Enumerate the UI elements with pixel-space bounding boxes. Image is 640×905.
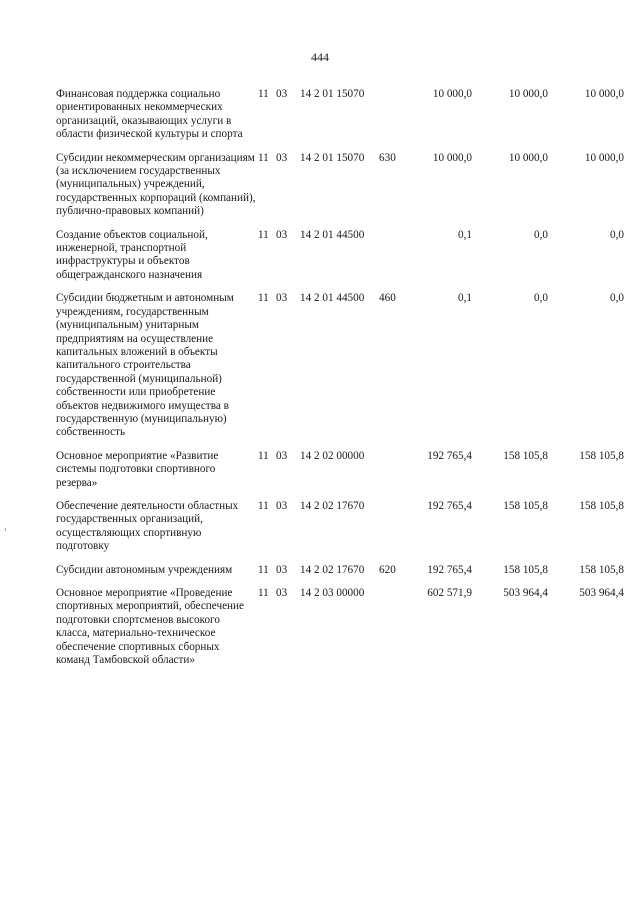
row-pr: 03	[276, 88, 288, 100]
row-rz: 11	[258, 228, 269, 241]
row-value-3: 10 000,0	[584, 88, 624, 100]
row-value-2: 10 000,0	[508, 88, 548, 100]
row-value-1: 10 000,0	[432, 151, 472, 164]
row-name: Финансовая поддержка социально ориентированных некоммерческих организаций, оказывающих услуги в области физической культуры и спорта	[56, 88, 243, 141]
row-value-2: 0,0	[534, 228, 548, 241]
row-pr: 03	[276, 563, 288, 576]
table-row	[56, 152, 626, 219]
row-vr: 620	[379, 563, 396, 576]
row-csr: 14 2 02 17670	[300, 499, 365, 512]
budget-table	[56, 88, 626, 667]
table-row	[56, 500, 626, 554]
row-csr: 14 2 01 44500	[300, 228, 365, 241]
row-pr: 03	[276, 292, 288, 305]
row-csr: 14 2 01 44500	[300, 292, 365, 305]
row-value-3: 0,0	[610, 228, 624, 241]
row-value-3: 0,0	[610, 292, 624, 305]
row-pr: 03	[276, 151, 288, 164]
row-name: Основное мероприятие «Проведение спортивных мероприятий, обеспечение подготовки спортсменов высокого класса, материально-техническое обеспечение спортивных сборных команд Тамбовской области»	[56, 587, 245, 667]
row-pr: 03	[276, 449, 288, 462]
row-value-3: 158 105,8	[579, 449, 624, 462]
row-value-2: 158 105,8	[503, 563, 548, 576]
row-value-2: 158 105,8	[503, 449, 548, 462]
row-csr: 14 2 02 00000	[300, 449, 365, 462]
row-value-1: 192 765,4	[427, 449, 472, 462]
row-name: Субсидии бюджетным и автономным учреждениям, государственным (муниципальным) унитарным предприятиям на осуществление капитальных вложений в объекты капитального строительства государственной (муниципальной) собственности или приобретение объектов недвижимого имущества в государственную (муниципальную) собственность	[56, 292, 234, 439]
row-value-1: 602 571,9	[427, 587, 472, 599]
page-number: 444	[311, 50, 329, 64]
row-value-1: 0,1	[458, 228, 472, 241]
row-pr: 03	[276, 587, 288, 599]
row-rz: 11	[258, 88, 269, 100]
row-vr: 460	[379, 292, 396, 305]
row-rz: 11	[258, 499, 269, 512]
table-row	[56, 88, 626, 142]
row-name: Создание объектов социальной, инженерной, транспортной инфраструктуры и объектов общегражданского назначения	[56, 228, 208, 281]
row-value-2: 158 105,8	[503, 499, 548, 512]
row-csr: 14 2 03 00000	[300, 587, 365, 599]
row-name: Субсидии автономным учреждениям	[56, 563, 233, 576]
row-name: Обеспечение деятельности областных государственных организаций, осуществляющих спортивную подготовку	[56, 499, 239, 553]
row-rz: 11	[258, 151, 269, 164]
row-value-3: 158 105,8	[579, 499, 624, 512]
row-csr: 14 2 02 17670	[300, 563, 365, 576]
row-value-2: 503 964,4	[503, 587, 548, 599]
row-pr: 03	[276, 228, 288, 241]
table-row	[56, 229, 626, 283]
row-name: Основное мероприятие «Развитие системы подготовки спортивного резерва»	[56, 449, 219, 489]
row-value-3: 503 964,4	[579, 587, 624, 599]
row-csr: 14 2 01 15070	[300, 151, 365, 164]
row-rz: 11	[258, 449, 269, 462]
row-csr: 14 2 01 15070	[300, 88, 365, 100]
row-rz: 11	[258, 587, 269, 599]
row-value-2: 10 000,0	[508, 151, 548, 164]
row-value-1: 0,1	[458, 292, 472, 305]
row-rz: 11	[258, 292, 269, 305]
table-row	[56, 450, 626, 490]
row-rz: 11	[258, 563, 269, 576]
row-name: Субсидии некоммерческим организациям (за исключением государственных (муниципальных) учреждений, государственных корпораций (компаний), публично-правовых компаний)	[56, 151, 256, 218]
row-value-3: 10 000,0	[584, 151, 624, 164]
margin-mark: ‹	[4, 524, 7, 534]
row-vr: 630	[379, 151, 396, 164]
row-value-3: 158 105,8	[579, 563, 624, 576]
table-row	[56, 564, 626, 577]
table-row	[56, 292, 626, 439]
row-pr: 03	[276, 499, 288, 512]
table-row	[56, 587, 626, 667]
row-value-1: 10 000,0	[432, 88, 472, 100]
row-value-1: 192 765,4	[427, 563, 472, 576]
row-value-2: 0,0	[534, 292, 548, 305]
row-value-1: 192 765,4	[427, 499, 472, 512]
